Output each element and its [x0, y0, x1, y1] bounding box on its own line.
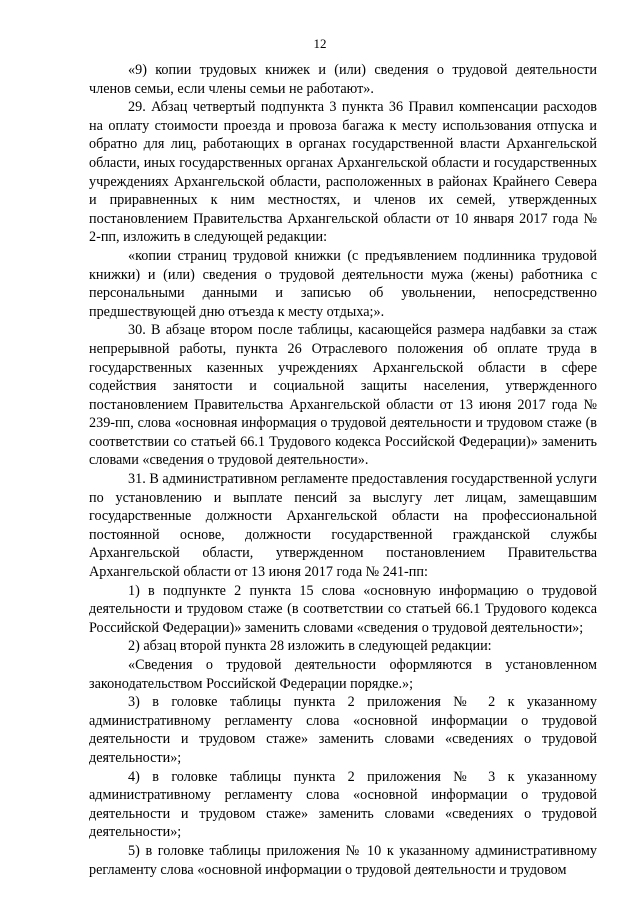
page-number: 12 — [313, 36, 327, 51]
paragraph-31-subitem-5: 5) в головке таблицы приложения № 10 к указанному административному регламенту слова «основной информации о трудовой деятельности и трудовом — [89, 842, 597, 878]
paragraph-29-quote: «копии страниц трудовой книжки (с предъявлением подлинника трудовой книжки) и (или) сведения о трудовой деятельности мужа (жены) работника с персональными данными и записью об увольнении, непосредственно предшествующей дню отъезда к месту отдыха;». — [89, 247, 597, 320]
paragraph-29: 29. Абзац четвертый подпункта 3 пункта 36 Правил компенсации расходов на оплату стоимости проезда и провоза багажа к месту использования отпуска и обратно для лиц, работающих в органах государственной власти Архангельской области, иных государственных органах Архангельской области и государственных учреждениях Архангельской области, расположенных в районах Крайнего Севера и приравненных к ним местностях, и членов их семей, утвержденных постановлением Правительства Архангельской области от 10 января 2017 года № 2-пп, изложить в следующей редакции: — [89, 99, 597, 246]
paragraph-31-subitem-1: 1) в подпункте 2 пункта 15 слова «основную информацию о трудовой деятельности и трудовом стаже (в соответствии со статьей 66.1 Трудового кодекса Российской Федерации)» заменить словами «сведения о трудовой деятельности»; — [89, 582, 597, 636]
paragraph-31-subitem-2: 2) абзац второй пункта 28 изложить в следующей редакции: — [128, 638, 492, 655]
paragraph-31: 31. В административном регламенте предоставления государственной услуги по установлению и выплате пенсий за выслугу лет лицам, замещавшим государственные должности Архангельской области на профессиональной постоянной основе, должности государственной гражданской службы Архангельской области, утвержденном постановлением Правительства Архангельской области от 13 июня 2017 года № 241-пп: — [89, 471, 597, 581]
paragraph-31-subitem-3: 3) в головке таблицы пункта 2 приложения № 2 к указанному административному регламенту слова «основной информации о трудовой деятельности и трудовом стаже» заменить словами «сведениях о трудовой деятельности»; — [89, 694, 597, 766]
paragraph-31-subitem-4: 4) в головке таблицы пункта 2 приложения № 3 к указанному административному регламенту слова «основной информации о трудовой деятельности и трудовом стаже» заменить словами «сведениях о трудовой деятельности»; — [89, 768, 597, 841]
paragraph-30: 30. В абзаце втором после таблицы, касающейся размера надбавки за стаж непрерывной работы, пункта 26 Отраслевого положения об оплате труда в государственных казенных учреждениях Архангельской области в сфере содействия занятости и социальной защиты населения, утвержденного постановлением Правительства Архангельской области от 13 июня 2017 года № 239-пп, слова «основная информация о трудовой деятельности и трудовом стаже (в соответствии со статьей 66.1 Трудового кодекса Российской Федерации)» заменить словами «сведения о трудовой деятельности». — [89, 322, 597, 469]
document-body — [89, 61, 597, 879]
paragraph-item-9-quote: «9) копии трудовых книжек и (или) сведения о трудовой деятельности членов семьи, если члены семьи не работают». — [89, 62, 597, 97]
paragraph-31-subitem-2-quote: «Сведения о трудовой деятельности оформляются в установленном законодательством Российской Федерации порядке.»; — [89, 657, 597, 692]
